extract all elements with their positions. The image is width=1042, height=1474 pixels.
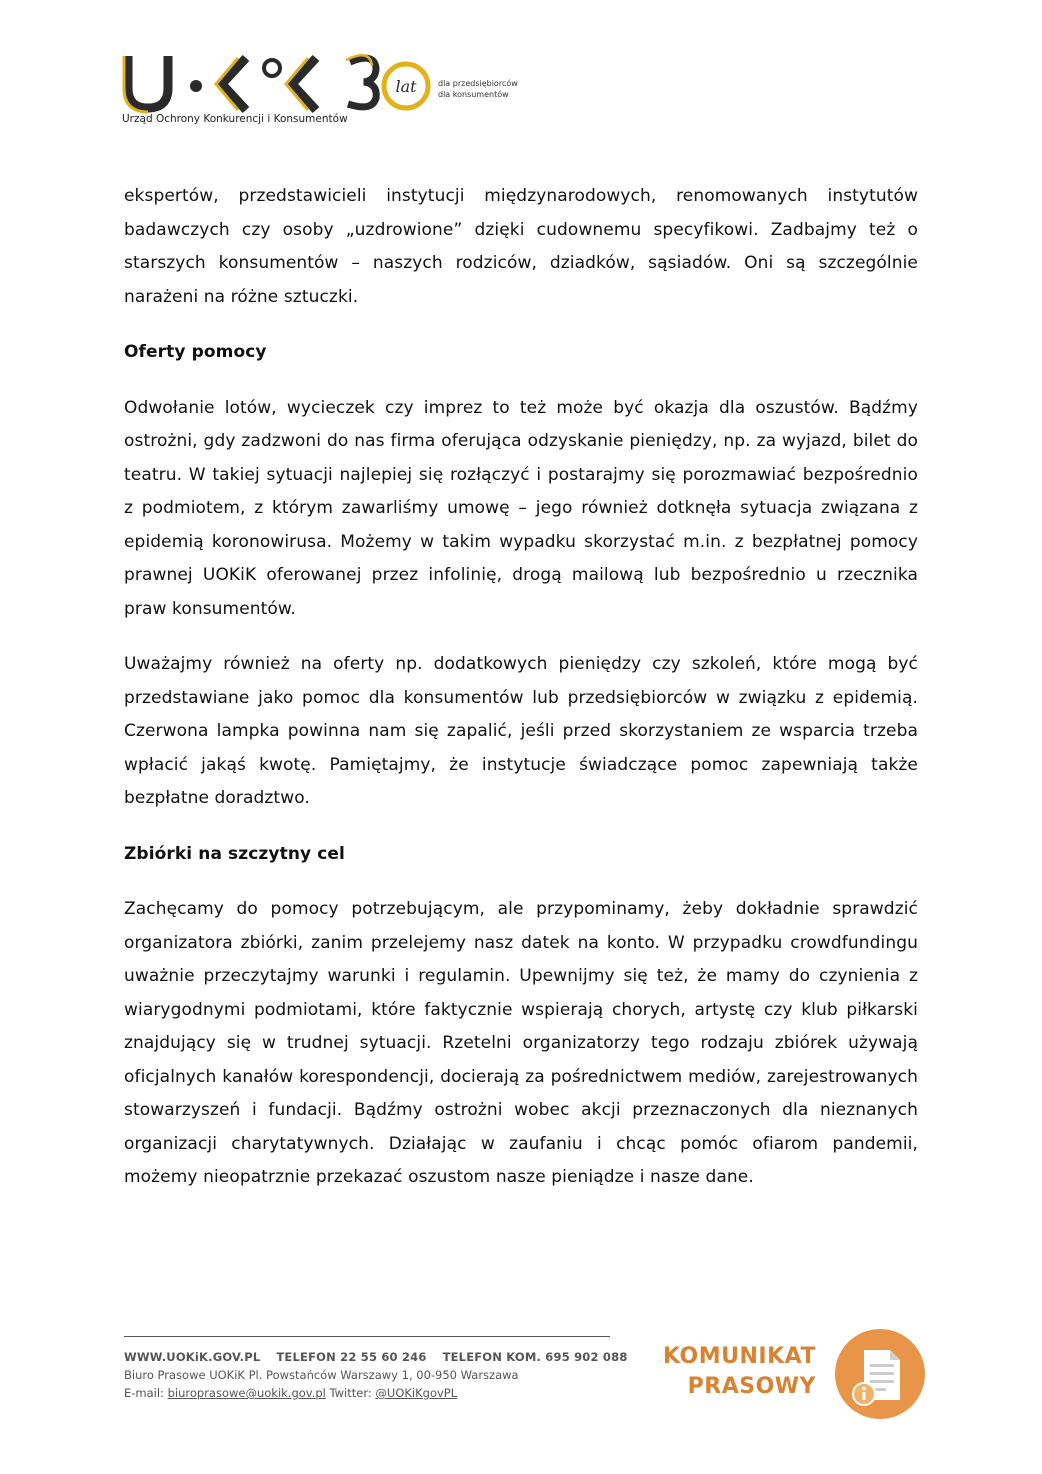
footer-phone: TELEFON 22 55 60 246 [276,1350,427,1364]
heading-oferty-pomocy: Oferty pomocy [124,342,267,362]
heading-zbiorki: Zbiórki na szczytny cel [124,843,345,864]
footer-twitter-label: Twitter: [329,1386,372,1400]
tagline-line-2: dla konsumentów [438,90,509,99]
footer-address: Biuro Prasowe UOKiK Pl. Powstańców Warszawy 1, 00-950 Warszawa [124,1368,519,1382]
footer-email-link[interactable]: biuroprasowe@uokik.gov.pl [167,1386,326,1400]
tagline [438,78,518,100]
article-body [124,180,918,1217]
paragraph-4: Zachęcamy do pomocy potrzebującym, ale przypominamy, żeby dokładnie sprawdzić organizatora zbiórki, zanim przelejemy nasz datek na konto. W przypadku crowdfundingu uważnie przeczytajmy warunki i regulamin. Upewnijmy się też, że mamy do czynienia z wiarygodnymi podmiotami, które faktycznie wspierają chorych, artystę czy klub piłkarski znajdujący się w trudnej sytuacji. Rzetelni organizatorzy tego rodzaju zbiórek używają oficjalnych kanałów korespondencji, docierają za pośrednictwem mediów, zarejestrowanych stowarzyszeń i fundacji. Bądźmy ostrożni wobec akcji przeznaczonych dla nieznanych organizacji charytatywnych. Działając w zaufaniu i chcąc pomóc ofiarom pandemii, możemy nieopatrznie przekazać oszustom nasze pieniądze i nasze dane. [124,899,918,1187]
badge-text [663,1342,816,1402]
footer-phone-kom: TELEFON KOM. 695 902 088 [442,1350,628,1364]
footer-email-line [124,1384,624,1402]
footer-twitter-link[interactable]: @UOKiKgovPL [375,1386,458,1400]
uokik-logo [120,48,438,114]
press-release-badge [656,1328,926,1420]
footer-divider [124,1336,610,1337]
anniversary-label: lat [395,77,417,96]
footer-contact-line [124,1348,628,1366]
org-name: Urząd Ochrony Konkurencji i Konsumentów [122,113,348,125]
paragraph-3: Uważajmy również na oferty np. dodatkowych pieniędzy czy szkoleń, które mogą być przedstawiane jako pomoc dla konsumentów lub przedsiębiorców w związku z epidemią. Czerwona lampka powinna nam się zapalić, jeśli przed skorzystaniem ze wsparcia trzeba wpłacić jakąś kwotę. Pamiętajmy, że instytucje świadczące pomoc zapewniają także bezpłatne doradztwo. [124,654,918,808]
paragraph-2: Odwołanie lotów, wycieczek czy imprez to też może być okazja dla oszustów. Bądźmy ostrożni, gdy zadzwoni do nas firma oferująca odzyskanie pieniędzy, np. za wyjazd, bilet do teatru. W takiej sytuacji najlepiej się rozłączyć i postarajmy się porozmawiać bezpośrednio z podmiotem, z którym zawarliśmy umowę – jego również dotknęła sytuacja związana z epidemią koronowirusa. Możemy w takim wypadku skorzystać m.in. z bezpłatnej pomocy prawnej UOKiK oferowanej przez infolinię, drogą mailową lub bezpośrednio u rzecznika praw konsumentów. [124,397,918,619]
badge-line-1: KOMUNIKAT [663,1344,816,1369]
footer-email-label: E-mail: [124,1386,164,1400]
page-header [120,48,580,138]
footer-website[interactable]: WWW.UOKiK.GOV.PL [124,1350,261,1364]
page-footer [124,1348,628,1402]
document-info-icon [834,1328,926,1420]
paragraph-1: ekspertów, przedstawicieli instytucji międzynarodowych, renomowanych instytutów badawczych czy osoby „uzdrowione” dzięki cudownemu specyfikowi. Zadbajmy też o starszych konsumentów – naszych rodziców, dziadków, sąsiadów. Oni są szczególnie narażeni na różne sztuczki. [124,186,918,307]
tagline-line-1: dla przedsiębiorców [438,79,518,88]
badge-line-2: PRASOWY [687,1374,816,1399]
